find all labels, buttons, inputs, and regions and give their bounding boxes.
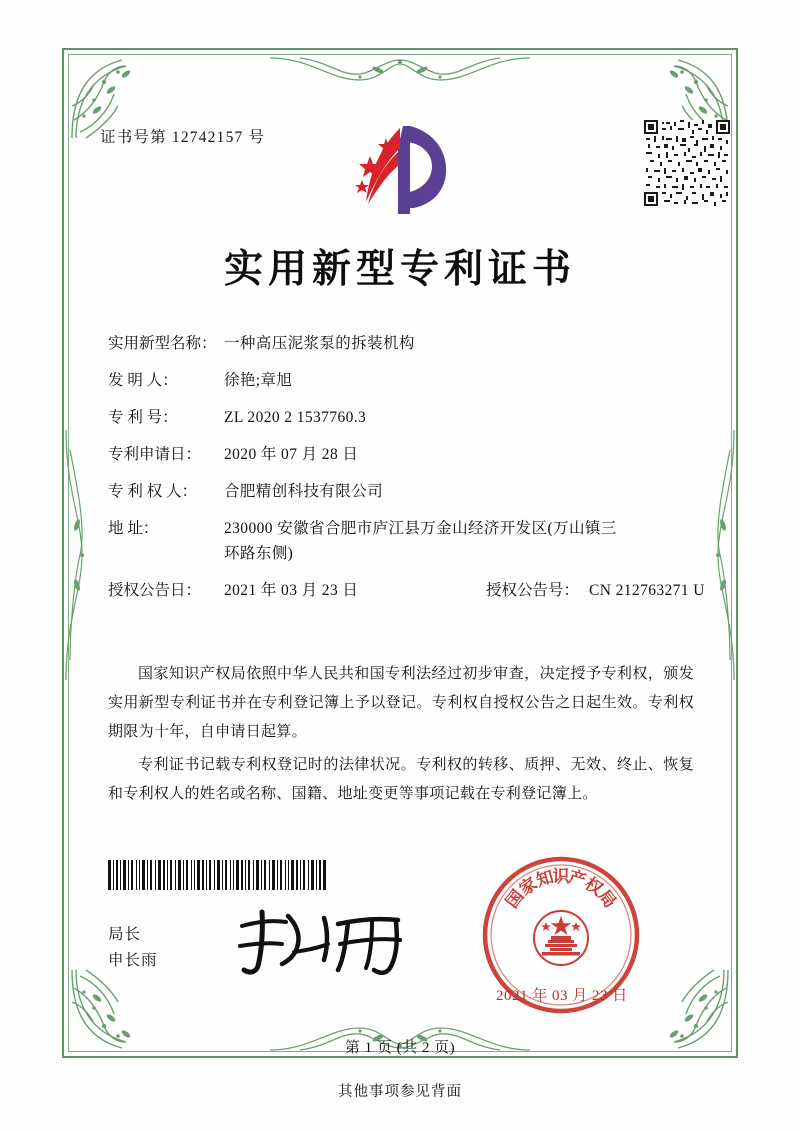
ornament-left-side — [58, 430, 98, 680]
field-row-inventor — [108, 373, 698, 389]
field-row-application-date — [108, 447, 698, 463]
field-value: 徐艳;章旭 — [224, 372, 293, 389]
field-value: 2020 年 07 月 28 日 — [224, 446, 359, 463]
certificate-number: 证书号第 12742157 号 — [100, 129, 266, 146]
seal-date: 2021 年 03 月 23 日 — [496, 988, 628, 1004]
svg-text:知: 知 — [534, 867, 556, 891]
field-label: 专利申请日： — [108, 446, 202, 463]
field-value-line2: 环路东侧) — [224, 544, 294, 562]
ornament-top-center — [270, 50, 530, 96]
certificate-fields — [108, 335, 705, 618]
field-label: 专 利 权 人： — [108, 483, 198, 500]
field-row-utility-model-name — [108, 336, 698, 352]
svg-text:家: 家 — [515, 873, 541, 900]
svg-text:权: 权 — [581, 873, 607, 900]
svg-text:国: 国 — [502, 886, 528, 912]
barcode-icon — [108, 860, 326, 890]
body-paragraph-2: 专利证书记载专利权登记时的法律状况。专利权的转移、质押、无效、终止、恢复和专利权人的姓名或名称、国籍、地址变更等事项记载在专利登记簿上。 — [108, 757, 694, 802]
field-label: 发 明 人： — [108, 372, 178, 389]
svg-text:局: 局 — [594, 886, 620, 912]
field-label: 专 利 号： — [108, 409, 178, 426]
page-title: 实用新型专利证书 — [223, 246, 576, 292]
field-label: 实用新型名称： — [108, 335, 217, 352]
svg-text:产: 产 — [566, 867, 588, 891]
footer-note: 其他事项参见背面 — [338, 1084, 462, 1100]
field-row-address — [108, 521, 698, 561]
field-value: ZL 2020 2 1537760.3 — [224, 409, 367, 426]
announcement-number-value: CN 212763271 U — [589, 581, 705, 599]
certificate-body — [108, 660, 694, 813]
field-value-wrapper — [224, 521, 698, 561]
director-title-label: 局长 — [108, 926, 142, 943]
field-row-patentee — [108, 484, 698, 500]
field-value: 230000 安徽省合肥市庐江县万金山经济开发区(万山镇三 — [224, 520, 617, 537]
ornament-right-side — [702, 430, 742, 680]
qr-code-icon — [644, 120, 730, 206]
body-paragraph-1: 国家知识产权局依照中华人民共和国专利法经过初步审查，决定授予专利权，颁发实用新型专利证书并在专利登记簿上予以登记。专利权自授权公告之日起生效。专利权期限为十年，自申请日起算。 — [108, 666, 694, 740]
announcement-date-label: 授权公告日： — [108, 581, 202, 599]
handwritten-signature-icon — [232, 900, 422, 980]
announcement-number-label: 授权公告号： — [486, 581, 580, 599]
signature-block — [108, 922, 158, 974]
field-row-announcement — [108, 581, 705, 599]
field-label: 地 址： — [108, 520, 159, 537]
svg-text:识: 识 — [552, 867, 570, 886]
field-value: 合肥精创科技有限公司 — [224, 483, 384, 500]
cnipa-logo-icon — [348, 118, 458, 218]
page-number: 第 1 页 (共 2 页) — [344, 1040, 456, 1056]
announcement-date-value: 2021 年 03 月 23 日 — [224, 581, 359, 599]
director-name-label: 申长雨 — [108, 952, 158, 969]
field-value: 一种高压泥浆泵的拆装机构 — [224, 335, 415, 352]
field-row-patent-number — [108, 410, 698, 426]
